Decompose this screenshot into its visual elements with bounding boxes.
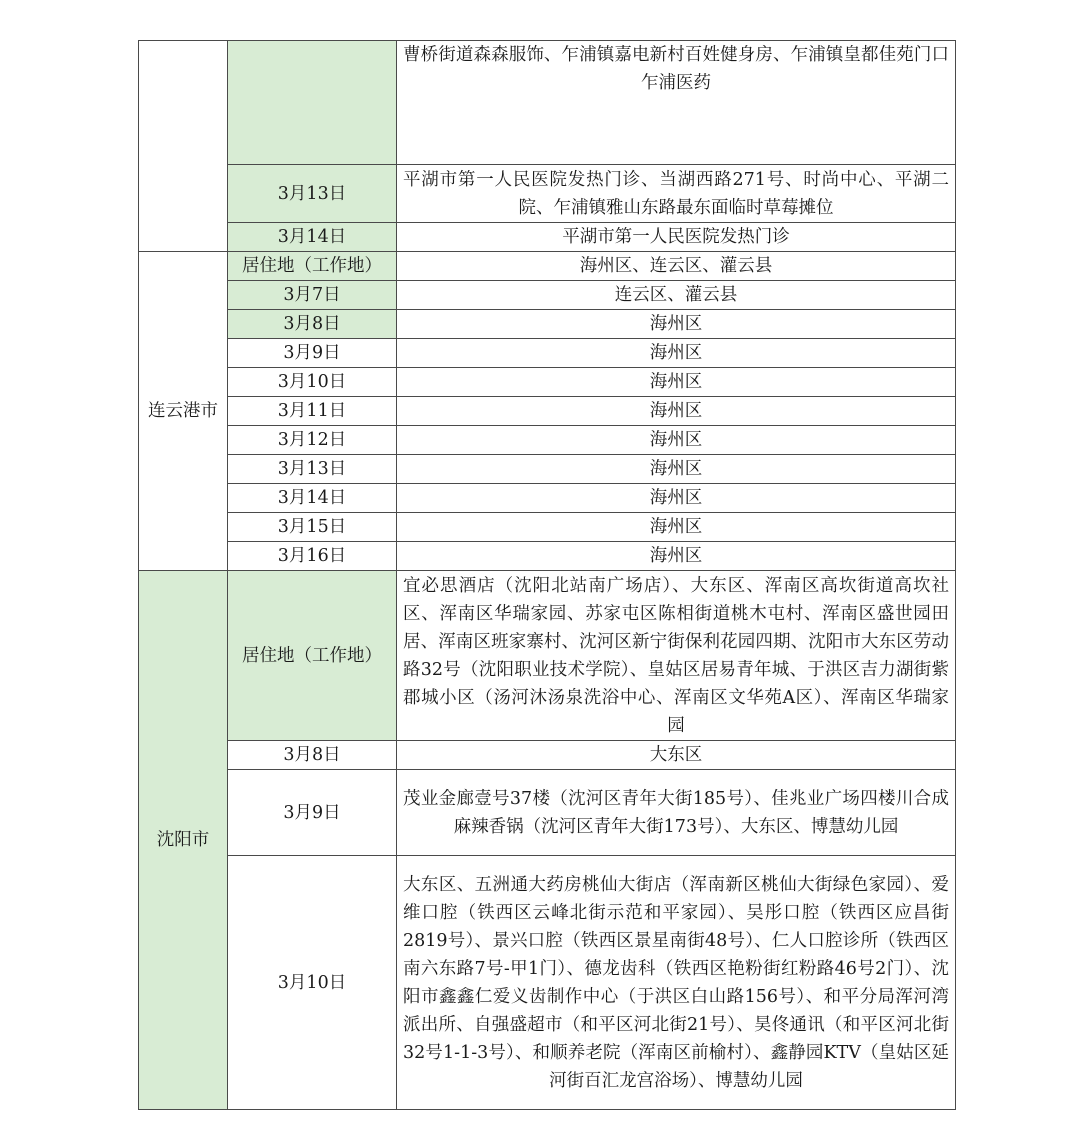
city-cell: 连云港市 bbox=[139, 252, 228, 571]
table-row bbox=[139, 223, 956, 252]
city-cell: 沈阳市 bbox=[139, 571, 228, 1110]
places-cell: 海州区 bbox=[397, 513, 956, 542]
places-cell: 海州区 bbox=[397, 397, 956, 426]
places-cell: 海州区 bbox=[397, 339, 956, 368]
city-cell bbox=[139, 41, 228, 252]
places-cell: 茂业金廊壹号37楼（沈河区青年大街185号）、佳兆业广场四楼川合成麻辣香锅（沈河区青年大街173号）、大东区、博慧幼儿园 bbox=[397, 770, 956, 856]
date-cell: 3月10日 bbox=[228, 368, 397, 397]
date-cell: 3月9日 bbox=[228, 339, 397, 368]
places-cell: 海州区 bbox=[397, 484, 956, 513]
places-cell: 大东区、五洲通大药房桃仙大街店（浑南新区桃仙大街绿色家园）、爱维口腔（铁西区云峰北街示范和平家园）、吴彤口腔（铁西区应昌街2819号）、景兴口腔（铁西区景星南街48号）、仁人口腔诊所（铁西区南六东路7号-甲1门）、德龙齿科（铁西区艳粉街红粉路46号2门）、沈阳市鑫鑫仁爱义齿制作中心（于洪区白山路156号）、和平分局浑河湾派出所、自强盛超市（和平区河北街21号）、昊佟通讯（和平区河北街32号1-1-3号）、和顺养老院（浑南区前榆村）、鑫静园KTV（皇姑区延河街百汇龙宫浴场）、博慧幼儿园 bbox=[397, 856, 956, 1110]
date-cell: 3月13日 bbox=[228, 455, 397, 484]
places-cell: 曹桥街道森森服饰、乍浦镇嘉电新村百姓健身房、乍浦镇皇都佳苑门口乍浦医药 bbox=[397, 41, 956, 165]
places-cell: 海州区、连云区、灌云县 bbox=[397, 252, 956, 281]
places-cell: 大东区 bbox=[397, 741, 956, 770]
table-row bbox=[139, 165, 956, 223]
table-row bbox=[139, 455, 956, 484]
table-row bbox=[139, 856, 956, 1110]
date-cell: 3月11日 bbox=[228, 397, 397, 426]
table-row bbox=[139, 484, 956, 513]
date-cell: 3月8日 bbox=[228, 741, 397, 770]
date-cell: 3月9日 bbox=[228, 770, 397, 856]
date-cell: 3月16日 bbox=[228, 542, 397, 571]
date-cell: 3月13日 bbox=[228, 165, 397, 223]
table-row bbox=[139, 368, 956, 397]
date-cell: 居住地（工作地） bbox=[228, 571, 397, 741]
table-row bbox=[139, 397, 956, 426]
table-row bbox=[139, 426, 956, 455]
places-cell: 海州区 bbox=[397, 455, 956, 484]
date-cell: 3月8日 bbox=[228, 310, 397, 339]
date-cell: 3月15日 bbox=[228, 513, 397, 542]
date-cell: 3月10日 bbox=[228, 856, 397, 1110]
table-row bbox=[139, 339, 956, 368]
table-row bbox=[139, 252, 956, 281]
table-row bbox=[139, 741, 956, 770]
date-cell bbox=[228, 41, 397, 165]
table-row bbox=[139, 770, 956, 856]
places-cell: 平湖市第一人民医院发热门诊、当湖西路271号、时尚中心、平湖二院、乍浦镇雅山东路最东面临时草莓摊位 bbox=[397, 165, 956, 223]
date-cell: 3月14日 bbox=[228, 223, 397, 252]
table-row bbox=[139, 281, 956, 310]
places-cell: 宜必思酒店（沈阳北站南广场店）、大东区、浑南区高坎街道高坎社区、浑南区华瑞家园、苏家屯区陈相街道桃木屯村、浑南区盛世园田居、浑南区班家寨村、沈河区新宁街保利花园四期、沈阳市大东区劳动路32号（沈阳职业技术学院）、皇姑区居易青年城、于洪区吉力湖街紫郡城小区（汤河沐汤泉洗浴中心、浑南区文华苑A区）、浑南区华瑞家园 bbox=[397, 571, 956, 741]
places-cell: 海州区 bbox=[397, 426, 956, 455]
date-cell: 居住地（工作地） bbox=[228, 252, 397, 281]
table-row bbox=[139, 310, 956, 339]
places-cell: 海州区 bbox=[397, 368, 956, 397]
places-cell: 连云区、灌云县 bbox=[397, 281, 956, 310]
table-row bbox=[139, 41, 956, 165]
table-row bbox=[139, 571, 956, 741]
table-row bbox=[139, 513, 956, 542]
date-cell: 3月14日 bbox=[228, 484, 397, 513]
table-row bbox=[139, 542, 956, 571]
places-cell: 海州区 bbox=[397, 542, 956, 571]
date-cell: 3月7日 bbox=[228, 281, 397, 310]
places-cell: 平湖市第一人民医院发热门诊 bbox=[397, 223, 956, 252]
location-table bbox=[138, 40, 956, 1110]
places-cell: 海州区 bbox=[397, 310, 956, 339]
date-cell: 3月12日 bbox=[228, 426, 397, 455]
